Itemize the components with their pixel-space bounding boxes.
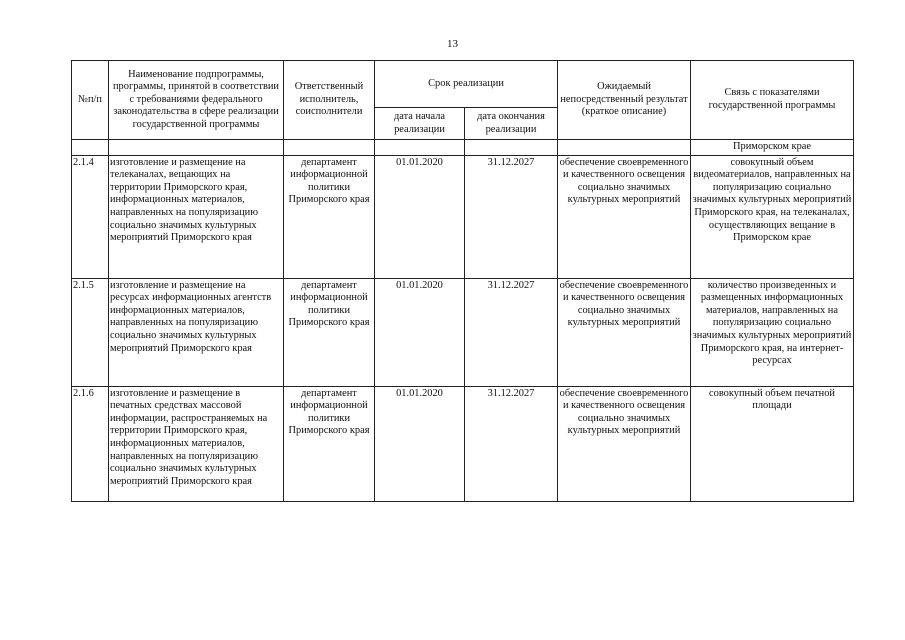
- header-end: дата окончания реализации: [465, 108, 558, 140]
- cell: [284, 140, 375, 156]
- row-num: 2.1.4: [72, 155, 109, 278]
- row-start: 01.01.2020: [375, 278, 465, 386]
- row-name: изготовление и размещение на телеканалах, вещающих на территории Приморского края, информационных материалов, направленных на популяризацию социально значимых культурных мероприятий Приморского края: [109, 155, 284, 278]
- header-link: Связь с показателями государственной программы: [691, 61, 854, 140]
- cell: [465, 140, 558, 156]
- row-num: 2.1.6: [72, 386, 109, 501]
- row-num: 2.1.5: [72, 278, 109, 386]
- header-executor: Ответственный исполнитель, соисполнители: [284, 61, 375, 140]
- row-link: количество произведенных и размещенных информационных материалов, направленных на популяризацию социально значимых культурных мероприятий Приморского края, на интернет-ресурсах: [691, 278, 854, 386]
- row-name: изготовление и размещение на ресурсах информационных агентств информационных материалов, направленных на популяризацию социально значимых культурных мероприятий Приморского края: [109, 278, 284, 386]
- row-name: изготовление и размещение в печатных средствах массовой информации, распространяемых на территории Приморского края, информационных материалов, направленных на популяризацию социально значимых культурных мероприятий Приморского края: [109, 386, 284, 501]
- row-end: 31.12.2027: [465, 278, 558, 386]
- cell: [558, 140, 691, 156]
- row-result: обеспечение своевременного и качественного освещения социально значимых культурных мероприятий: [558, 386, 691, 501]
- cell: [72, 140, 109, 156]
- header-row-main: [72, 61, 854, 108]
- row-executor: департамент информационной политики Приморского края: [284, 155, 375, 278]
- continuation-row: [72, 140, 854, 156]
- row-start: 01.01.2020: [375, 155, 465, 278]
- header-start: дата начала реализации: [375, 108, 465, 140]
- row-end: 31.12.2027: [465, 386, 558, 501]
- table-row: [72, 278, 854, 386]
- row-link: совокупный объем печатной площади: [691, 386, 854, 501]
- row-result: обеспечение своевременного и качественного освещения социально значимых культурных мероприятий: [558, 278, 691, 386]
- table-row: [72, 155, 854, 278]
- continuation-text: Приморском крае: [691, 140, 854, 156]
- page-number: 13: [447, 38, 458, 50]
- program-table: [71, 60, 854, 502]
- row-executor: департамент информационной политики Приморского края: [284, 278, 375, 386]
- row-end: 31.12.2027: [465, 155, 558, 278]
- header-result: Ожидаемый непосредственный результат (краткое описание): [558, 61, 691, 140]
- cell: [109, 140, 284, 156]
- header-num: №п/п: [72, 61, 109, 140]
- cell: [375, 140, 465, 156]
- row-result: обеспечение своевременного и качественного освещения социально значимых культурных мероприятий: [558, 155, 691, 278]
- row-start: 01.01.2020: [375, 386, 465, 501]
- row-link: совокупный объем видеоматериалов, направленных на популяризацию социально значимых культурных мероприятий Приморского края, на телеканалах, осуществляющих вещание в Приморском крае: [691, 155, 854, 278]
- header-name: Наименование подпрограммы, программы, принятой в соответствии с требованиями федерального законодательства в сфере реализации государственной программы: [109, 61, 284, 140]
- row-executor: департамент информационной политики Приморского края: [284, 386, 375, 501]
- header-term: Срок реализации: [375, 61, 558, 108]
- table-row: [72, 386, 854, 501]
